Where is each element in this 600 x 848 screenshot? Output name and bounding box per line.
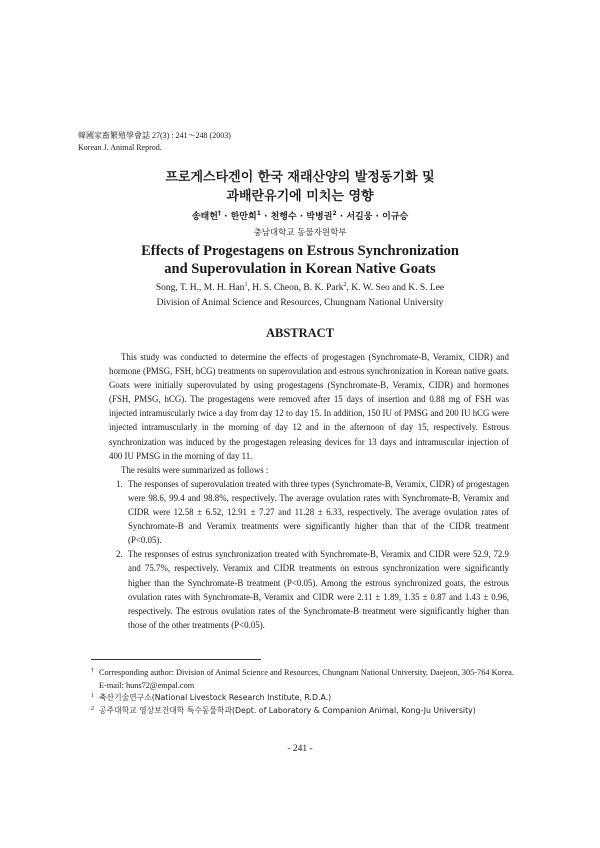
korean-title-line1: 프로게스타겐이 한국 재래산양의 발정동기화 및	[165, 170, 435, 185]
footnote-mark: 2	[91, 705, 94, 712]
footnote-mark: 1	[91, 693, 94, 699]
footnote-affiliation-2	[91, 705, 521, 718]
english-title-line2: and Superovulation in Korean Native Goats	[164, 261, 436, 277]
author-ko: 천행수	[270, 212, 297, 222]
abstract-heading: ABSTRACT	[265, 326, 335, 340]
author-ko: 박병권	[306, 212, 333, 222]
result-number: 2.	[116, 549, 123, 560]
korean-author-list: 송태헌† · 한만희$^1$ · 천행수 · 박병권$^2$ · 서길웅 · 이규승	[191, 210, 409, 222]
footnote-text: Corresponding author: Division of Animal Science and Resources, Chungnam National University, Daejeon, 305-764 Korea. E-mail: huns72@empal.com	[99, 668, 514, 690]
author-ko: 이규승	[382, 212, 409, 222]
english-author-list: Song, T. H., M. H. Han$^1$, H. S. Cheon, B. K. Park$^2$, K. W. Seo and K. S. Lee	[155, 281, 445, 293]
author-mark: 2	[343, 281, 347, 288]
korean-affiliation: 충남대학교 동물자원학부	[253, 228, 347, 238]
page-number: - 241 -	[287, 744, 313, 754]
abstract-body	[109, 350, 509, 632]
author-ko: 서길웅	[346, 212, 373, 222]
footnote-mark: †	[91, 668, 94, 674]
journal-citation-ko: 韓國家畜繁殖學會誌 27(3) : 241～248 (2003)	[78, 131, 231, 140]
footnote-corresponding-author	[91, 667, 521, 692]
results-list	[109, 477, 509, 632]
english-title-line1: Effects of Progestagens on Estrous Synchronization	[141, 243, 459, 259]
author-mark: 1	[244, 281, 248, 288]
author-mark: 1	[256, 210, 261, 217]
abstract-paragraph: This study was conducted to determine the effects of progestagen (Synchromate-B, Veramix, CIDR) and hormone (PMSG, FSH, hCG) treatments on superovulation and estrous synchronization in Korean native goats. Goats were initially superovulated by using progestagens (Synchromate-B, Veramix, CIDR) and hormones (FSH, PMSG, hCG). The progestagens were removed after 15 days of insertion and 0.88 mg of FSH was injected intramuscularly twice a day from day 12 to day 15. In addition, 150 IU of PMSG and 200 IU hCG were injected intramuscularly in the morning of day 12 and in the afternoon of day 15, respectively. Estrous synchronization was induced by the progestagen releasing devices for 13 days and intramuscular injection of 400 IU PMSG in the morning of day 11.	[109, 352, 509, 461]
footnote-affiliation-1	[91, 692, 521, 705]
footnotes	[91, 667, 521, 717]
results-lead: The results were summarized as follows :	[121, 464, 269, 475]
result-item	[109, 477, 509, 547]
journal-header	[78, 130, 231, 153]
journal-name-en: Korean J. Animal Reprod.	[78, 142, 162, 152]
author-ko: 한만희	[230, 212, 257, 222]
author-mark: 2	[332, 210, 337, 217]
footnote-text: 축산기술연구소(National Livestock Research Institute, R.D.A.)	[99, 693, 332, 702]
author-mark: †	[217, 210, 221, 217]
result-number: 1.	[116, 478, 123, 489]
author-ko: 송태헌	[191, 212, 218, 222]
result-text: The responses of estrus synchronization treated with Synchromate-B, Veramix and CIDR were 52.9, 72.9 and 75.7%, respectively. Veramix and CIDR treatments on estrous synchronization were significantly higher than the Synchromate-B treatment (P<0.05). Among the estrous synchronized goats, the estrous ovulation rates with Synchromate-B, Veramix and CIDR were 2.11 ± 1.89, 1.35 ± 0.87 and 1.43 ± 0.96, respectively. The estrous ovulation rates of the Synchromate-B treatment were significantly higher than those of the other treatments (P<0.05).	[128, 549, 509, 630]
footnote-divider	[91, 659, 261, 660]
result-item	[109, 547, 509, 632]
korean-title-line2: 과배란유기에 미치는 영향	[226, 189, 374, 204]
result-text: The responses of superovulation treated with three types (Synchromate-B, Veramix, CIDR) of progestagen were 98.6, 99.4 and 98.8%, respectively. The average ovulation rates with Synchromate-B, Veramix and CIDR were 12.58 ± 6.52, 12.91 ± 7.27 and 11.28 ± 6.33, respectively. The average ovulation rates of Synchromate-B and Veramix treatments were significantly higher than that of the CIDR treatment (P<0.05).	[128, 478, 509, 546]
footnote-text: 공주대학교 영상보건대학 특수동물학과(Dept. of Laboratory & Companion Animal, Kong-Ju University)	[99, 705, 476, 715]
english-affiliation: Division of Animal Science and Resources, Chungnam National University	[156, 298, 444, 308]
